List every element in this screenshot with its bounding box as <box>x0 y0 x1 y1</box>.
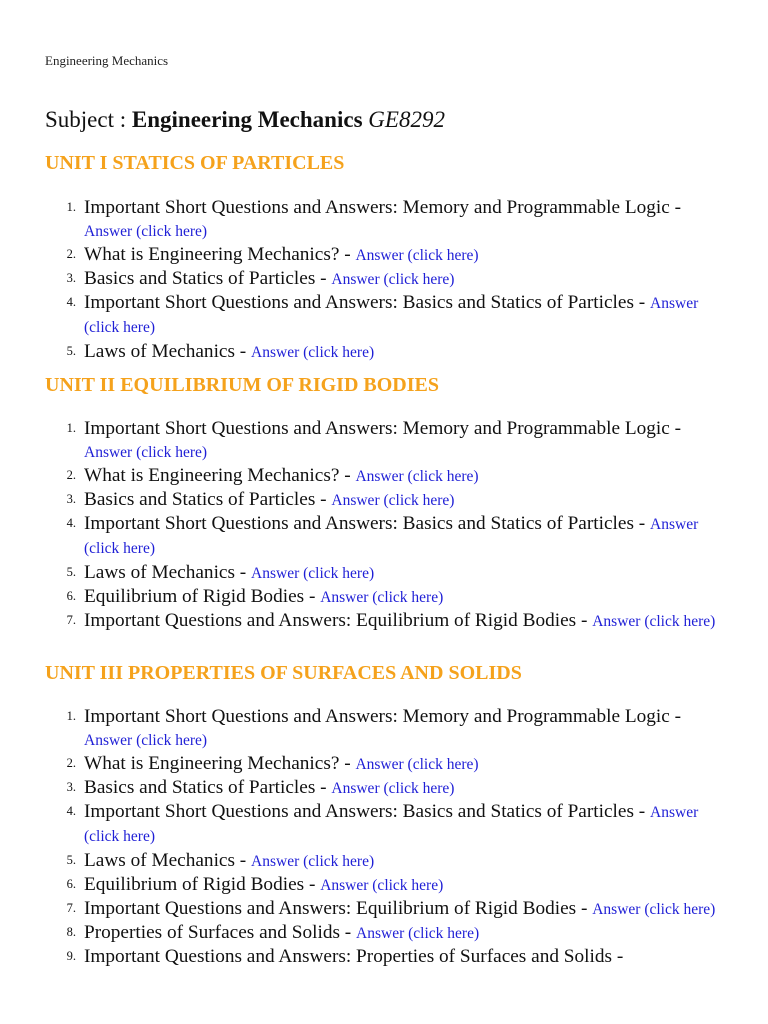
item-number: 3. <box>66 780 76 795</box>
item-number: 2. <box>66 756 76 771</box>
item-title: Basics and Statics of Particles - <box>84 268 332 290</box>
answer-link[interactable]: Answer (click here) <box>251 564 375 582</box>
item-number: 5. <box>66 564 76 579</box>
answer-link[interactable]: Answer (click here) <box>355 247 479 265</box>
answer-link[interactable]: Answer (click here) <box>320 588 444 606</box>
list-item <box>0 897 768 921</box>
list-item <box>0 849 768 873</box>
item-title: Basics and Statics of Particles - <box>84 489 332 511</box>
list-item <box>0 945 768 968</box>
item-number: 6. <box>66 876 76 891</box>
item-number: 5. <box>66 343 76 358</box>
answer-link[interactable]: Answer (click here) <box>251 343 375 361</box>
item-number: 7. <box>66 900 76 915</box>
item-title: Important Questions and Answers: Equilibrium of Rigid Bodies - <box>84 897 593 919</box>
item-number: 1. <box>66 200 76 214</box>
list-item <box>0 488 768 512</box>
answer-link[interactable]: Answer (click here) <box>84 804 699 846</box>
list-item <box>0 752 768 776</box>
list-item <box>0 340 768 364</box>
item-title: Equilibrium of Rigid Bodies - <box>84 585 321 607</box>
unit-heading: UNIT I STATICS OF PARTICLES <box>45 152 345 174</box>
list-item <box>0 800 768 848</box>
list-item <box>0 585 768 609</box>
item-title: Important Short Questions and Answers: Memory and Programmable Logic - <box>84 706 682 727</box>
list-item <box>0 417 768 464</box>
list-item <box>0 873 768 897</box>
item-number: 3. <box>66 271 76 286</box>
item-title: Important Short Questions and Answers: Basics and Statics of Particles - <box>84 801 651 823</box>
list-item <box>0 243 768 267</box>
item-number: 7. <box>66 612 76 627</box>
item-number: 8. <box>66 924 76 939</box>
item-number: 2. <box>66 247 76 262</box>
item-number: 9. <box>66 948 76 963</box>
list-item <box>0 705 768 752</box>
topic-list <box>0 196 768 364</box>
list-item <box>0 609 768 633</box>
list-item <box>0 776 768 800</box>
topic-list <box>0 417 768 633</box>
item-title: Important Short Questions and Answers: Memory and Programmable Logic - <box>84 418 682 439</box>
item-number: 2. <box>66 468 76 483</box>
subject-code: GE8292 <box>368 107 445 132</box>
list-item <box>0 267 768 291</box>
item-number: 4. <box>66 295 76 310</box>
item-title: Important Short Questions and Answers: Basics and Statics of Particles - <box>84 513 651 535</box>
answer-link[interactable]: Answer (click here) <box>84 516 699 558</box>
topic-list <box>0 705 768 968</box>
running-header: Engineering Mechanics <box>45 53 169 68</box>
item-number: 1. <box>66 421 76 435</box>
unit-heading: UNIT III PROPERTIES OF SURFACES AND SOLIDS <box>45 662 522 684</box>
item-title: Important Short Questions and Answers: Memory and Programmable Logic - <box>84 197 682 218</box>
answer-link[interactable]: Answer (click here) <box>592 900 716 918</box>
answer-link[interactable]: Answer (click here) <box>84 444 208 462</box>
answer-link[interactable]: Answer (click here) <box>320 876 444 894</box>
answer-link[interactable]: Answer (click here) <box>355 756 479 774</box>
item-title: Properties of Surfaces and Solids - <box>84 921 357 943</box>
list-item <box>0 561 768 585</box>
item-number: 4. <box>66 804 76 819</box>
item-number: 1. <box>66 709 76 723</box>
item-number: 6. <box>66 588 76 603</box>
item-title: What is Engineering Mechanics? - <box>84 244 356 266</box>
list-item <box>0 196 768 243</box>
item-title: Laws of Mechanics - <box>84 340 252 362</box>
answer-link[interactable]: Answer (click here) <box>251 852 375 870</box>
item-title: Important Questions and Answers: Properties of Surfaces and Solids - <box>84 945 624 967</box>
item-number: 4. <box>66 516 76 531</box>
item-title: Important Questions and Answers: Equilibrium of Rigid Bodies - <box>84 609 593 631</box>
subject-line <box>45 106 445 134</box>
answer-link[interactable]: Answer (click here) <box>331 271 455 289</box>
item-title: What is Engineering Mechanics? - <box>84 465 356 487</box>
answer-link[interactable]: Answer (click here) <box>331 492 455 510</box>
item-title: Laws of Mechanics - <box>84 561 252 583</box>
subject-name: Engineering Mechanics <box>131 107 363 132</box>
answer-link[interactable]: Answer (click here) <box>84 223 208 241</box>
answer-link[interactable]: Answer (click here) <box>331 780 455 798</box>
list-item <box>0 291 768 339</box>
answer-link[interactable]: Answer (click here) <box>356 924 480 942</box>
answer-link[interactable]: Answer (click here) <box>592 612 716 630</box>
item-number: 5. <box>66 852 76 867</box>
item-title: Laws of Mechanics - <box>84 849 252 871</box>
unit-heading: UNIT II EQUILIBRIUM OF RIGID BODIES <box>45 374 439 396</box>
list-item <box>0 921 768 945</box>
item-title: Important Short Questions and Answers: Basics and Statics of Particles - <box>84 292 651 314</box>
item-title: What is Engineering Mechanics? - <box>84 753 356 775</box>
item-title: Equilibrium of Rigid Bodies - <box>84 873 321 895</box>
answer-link[interactable]: Answer (click here) <box>355 468 479 486</box>
list-item <box>0 512 768 560</box>
item-title: Basics and Statics of Particles - <box>84 777 332 799</box>
subject-prefix: Subject : <box>45 107 132 132</box>
item-number: 3. <box>66 492 76 507</box>
list-item <box>0 464 768 488</box>
answer-link[interactable]: Answer (click here) <box>84 295 699 337</box>
answer-link[interactable]: Answer (click here) <box>84 732 208 750</box>
